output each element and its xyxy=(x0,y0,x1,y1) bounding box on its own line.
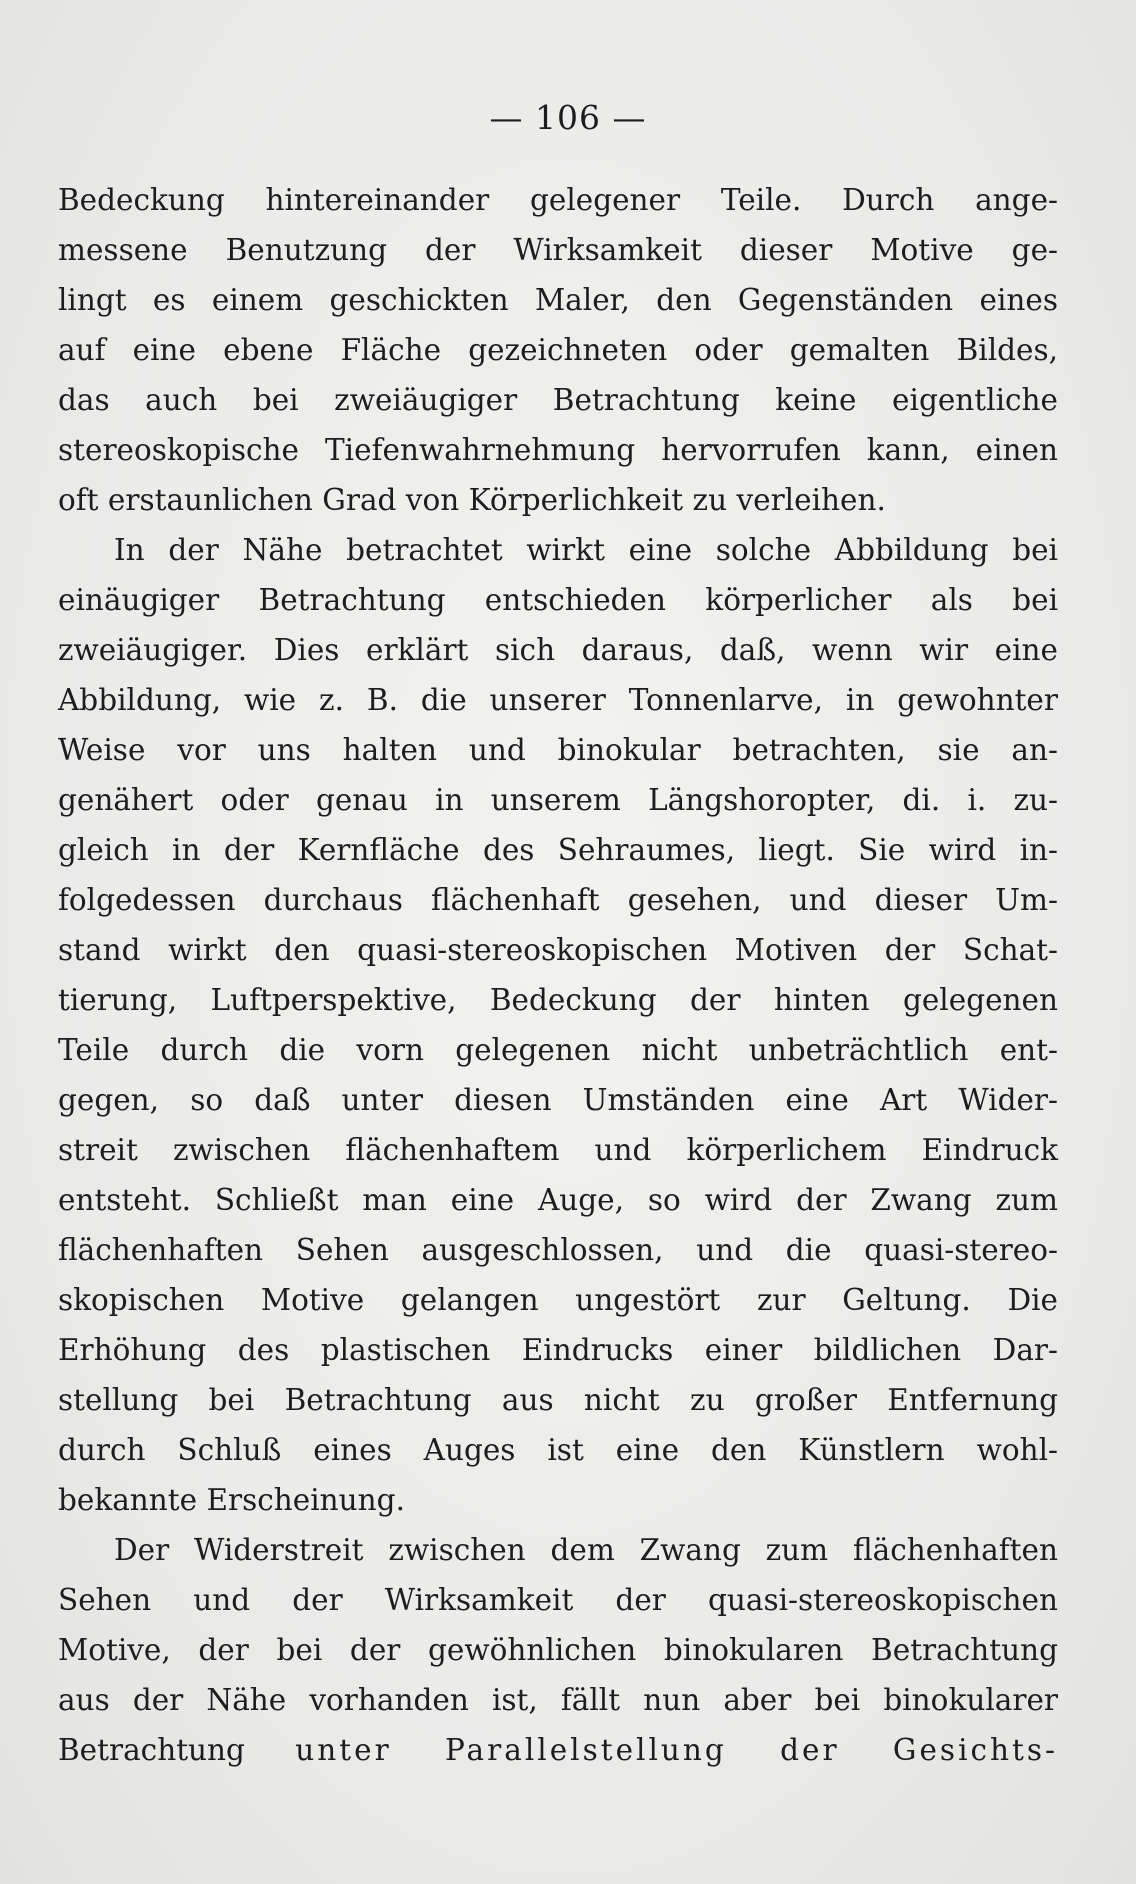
text-line: Sehen und der Wirksamkeit der quasi-stereoskopischen xyxy=(58,1583,1058,1617)
text-line: Erhöhung des plastischen Eindrucks einer bildlichen Dar- xyxy=(58,1333,1058,1367)
text-line: einäugiger Betrachtung entschieden körperlicher als bei xyxy=(58,583,1058,617)
text-line: In der Nähe betrachtet wirkt eine solche Abbildung bei xyxy=(114,533,1058,567)
text-line: bekannte Erscheinung. xyxy=(58,1483,405,1517)
text-line: auf eine ebene Fläche gezeichneten oder gemalten Bildes, xyxy=(58,333,1058,367)
text-line: stand wirkt den quasi-stereoskopischen Motiven der Schat- xyxy=(58,933,1058,967)
text-line: durch Schluß eines Auges ist eine den Künstlern wohl- xyxy=(58,1433,1058,1467)
text-line: Bedeckung hintereinander gelegener Teile. Durch ange- xyxy=(58,183,1058,217)
body-text xyxy=(58,175,1058,1775)
text-line: flächenhaften Sehen ausgeschlossen, und die quasi-stereo- xyxy=(58,1233,1058,1267)
paragraph-2 xyxy=(58,525,1058,1525)
text-line: gegen, so daß unter diesen Umständen eine Art Wider- xyxy=(58,1083,1058,1117)
text-line-final-start: Betrachtung xyxy=(58,1733,296,1767)
text-line: entsteht. Schließt man eine Auge, so wird der Zwang zum xyxy=(58,1183,1058,1217)
text-line: stereoskopische Tiefenwahrnehmung hervorrufen kann, einen xyxy=(58,433,1058,467)
text-line: streit zwischen flächenhaftem und körperlichem Eindruck xyxy=(58,1133,1058,1167)
text-line: Motive, der bei der gewöhnlichen binokularen Betrachtung xyxy=(58,1633,1058,1667)
paragraph-1 xyxy=(58,175,1058,525)
text-line: messene Benutzung der Wirksamkeit dieser Motive ge- xyxy=(58,233,1058,267)
text-line: stellung bei Betrachtung aus nicht zu großer Entfernung xyxy=(58,1383,1058,1417)
text-line: tierung, Luftperspektive, Bedeckung der hinten gelegenen xyxy=(58,983,1058,1017)
text-line: zweiäugiger. Dies erklärt sich daraus, daß, wenn wir eine xyxy=(58,633,1058,667)
text-line: Weise vor uns halten und binokular betrachten, sie an- xyxy=(58,733,1058,767)
text-line-final xyxy=(58,1725,1058,1775)
text-line: folgedessen durchaus flächenhaft gesehen, und dieser Um- xyxy=(58,883,1058,917)
text-line: Teile durch die vorn gelegenen nicht unbeträchtlich ent- xyxy=(58,1033,1058,1067)
text-line-final-spaced: unter Parallelstellung der Gesichts- xyxy=(295,1733,1058,1767)
text-line: skopischen Motive gelangen ungestört zur Geltung. Die xyxy=(58,1283,1058,1317)
page-number: — 106 — xyxy=(489,98,647,137)
text-line: oft erstaunlichen Grad von Körperlichkeit zu verleihen. xyxy=(58,483,886,517)
text-line: das auch bei zweiäugiger Betrachtung keine eigentliche xyxy=(58,383,1058,417)
text-line: gleich in der Kernfläche des Sehraumes, liegt. Sie wird in- xyxy=(58,833,1058,867)
text-line: lingt es einem geschickten Maler, den Gegenständen eines xyxy=(58,283,1058,317)
text-line: Der Widerstreit zwischen dem Zwang zum flächenhaften xyxy=(114,1533,1058,1567)
text-line: genähert oder genau in unserem Längshoropter, di. i. zu- xyxy=(58,783,1058,817)
text-line: aus der Nähe vorhanden ist, fällt nun aber bei binokularer xyxy=(58,1683,1058,1717)
text-line: Abbildung, wie z. B. die unserer Tonnenlarve, in gewohnter xyxy=(58,683,1058,717)
paragraph-3 xyxy=(58,1525,1058,1775)
